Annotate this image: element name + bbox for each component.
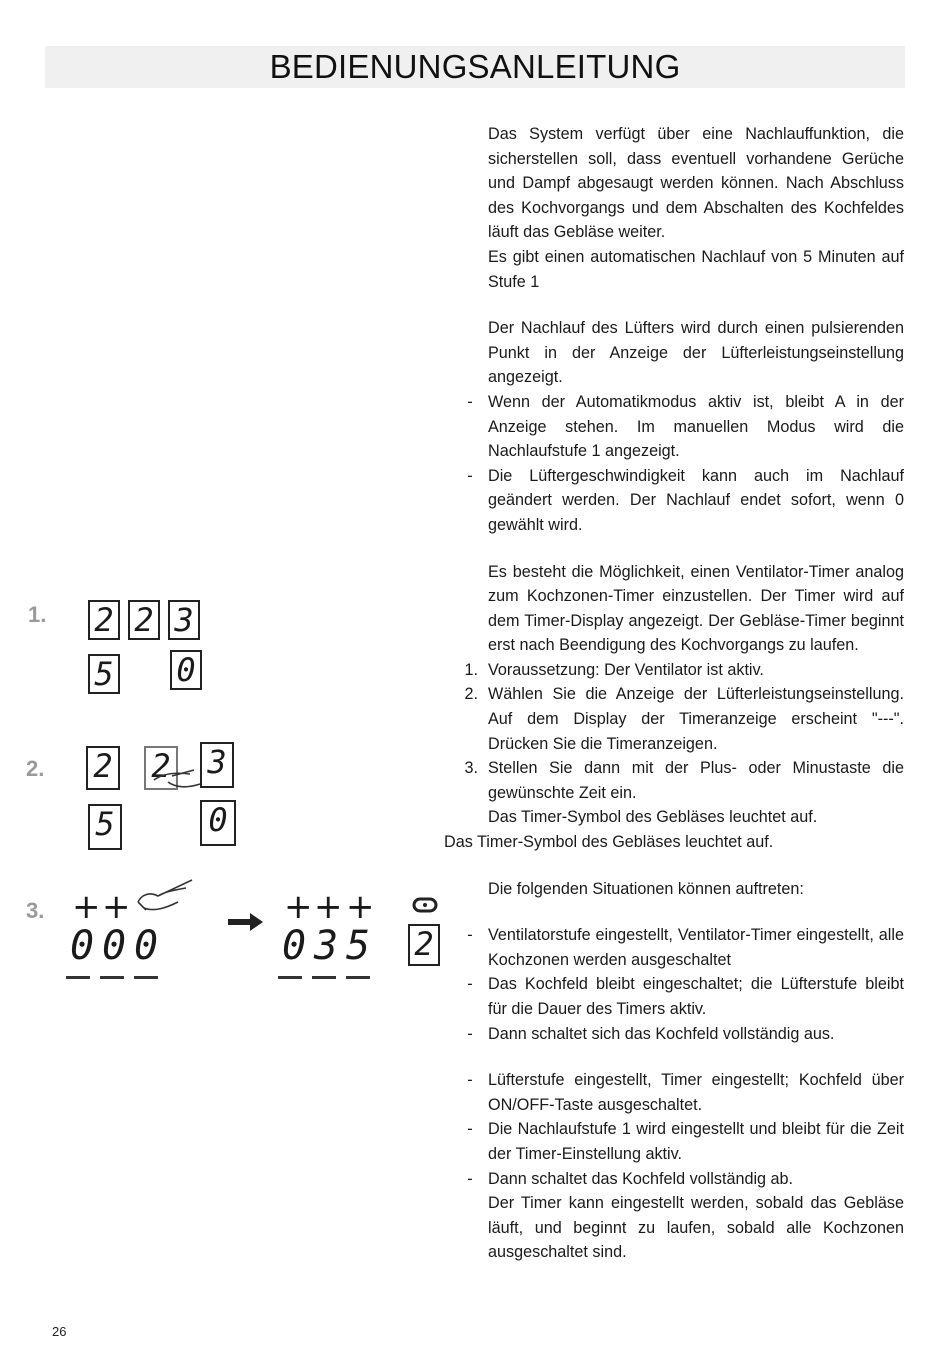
list-item-text: Das Kochfeld bleibt eingeschaltet; die Lüfterstufe bleibt für die Dauer des Timers aktiv.	[488, 975, 904, 1018]
bullet-marker: -	[467, 1120, 473, 1139]
bullet-marker: -	[467, 1071, 473, 1090]
minus-icon	[134, 976, 158, 979]
control-panel-figures	[0, 590, 440, 1000]
list-item-text: Dann schaltet sich das Kochfeld vollständig aus.	[488, 1024, 835, 1043]
number-marker: 2.	[464, 685, 478, 704]
list-item	[444, 1022, 904, 1047]
list-item	[444, 756, 904, 805]
page-header	[45, 46, 905, 88]
list-item-text: Die Lüftergeschwindigkeit kann auch im Nachlauf geändert werden. Der Nachlauf endet sofort, wenn 0 gewählt wird.	[488, 466, 904, 534]
bullet-marker: -	[467, 466, 473, 485]
list-item	[444, 464, 904, 538]
minus-icon	[100, 976, 124, 979]
bullet-marker: -	[467, 1024, 473, 1043]
page-number: 26	[52, 1324, 67, 1339]
plus-icon: +	[102, 887, 131, 927]
display-digit: 3	[200, 742, 234, 788]
bullet-marker: -	[467, 392, 473, 411]
list-item	[444, 658, 904, 683]
list-item	[444, 1167, 904, 1192]
minus-icon	[278, 976, 302, 979]
paragraph: Es gibt einen automatischen Nachlauf von 5 Minuten auf Stufe 1	[488, 247, 904, 291]
display-digit: 5	[88, 804, 122, 850]
step-2-label: 2.	[26, 756, 45, 781]
arrow-right-icon	[228, 912, 264, 932]
plus-icon: +	[314, 887, 343, 927]
minus-icon	[346, 976, 370, 979]
display-digit: 0	[134, 923, 159, 969]
minus-icon	[312, 976, 336, 979]
number-marker: 3.	[464, 759, 478, 778]
list-item	[444, 682, 904, 756]
list-item-text: Ventilatorstufe eingestellt, Ventilator-Timer eingestellt, alle Kochzonen werden ausgeschaltet	[488, 926, 904, 969]
pointing-hand-icon	[150, 758, 202, 794]
display-digit: 5	[88, 654, 120, 694]
step-1-label: 1.	[28, 602, 47, 627]
instruction-text	[444, 122, 904, 1265]
list-item	[444, 972, 904, 1021]
pointing-hand-icon	[134, 874, 202, 916]
plus-icon: +	[72, 887, 101, 927]
list-item	[444, 1117, 904, 1166]
bullet-marker: -	[467, 926, 473, 945]
paragraph: Das Timer-Symbol des Gebläses leuchtet auf.	[444, 833, 774, 852]
display-digit: 3	[314, 923, 339, 969]
list-item-text: Dann schaltet das Kochfeld vollständig ab.	[488, 1169, 794, 1188]
bullet-marker: -	[467, 975, 473, 994]
paragraph: Das Timer-Symbol des Gebläses leuchtet auf.	[488, 808, 818, 827]
list-item	[444, 1068, 904, 1117]
list-item	[444, 390, 904, 464]
display-digit: 0	[102, 923, 127, 969]
page-title: BEDIENUNGSANLEITUNG	[269, 48, 681, 85]
bullet-marker: -	[467, 1169, 473, 1188]
list-item	[444, 923, 904, 972]
list-item-text: Stellen Sie dann mit der Plus- oder Minustaste die gewünschte Zeit ein.	[488, 759, 904, 802]
minus-icon	[66, 976, 90, 979]
display-digit: 2	[88, 600, 120, 640]
display-digit: 3	[168, 600, 200, 640]
display-digit: 2	[128, 600, 160, 640]
display-digit: 2	[86, 746, 120, 790]
number-marker: 1.	[464, 660, 478, 679]
paragraph: Das System verfügt über eine Nachlauffunktion, die sicherstellen soll, dass eventuell vorhandene Gerüche und Dampf abgesaugt werden können. Nach Abschluss des Kochvorgangs und dem Abschalten des Kochfeldes läuft das Gebläse weiter.	[488, 125, 904, 242]
display-digit: 0	[170, 650, 202, 690]
plus-icon: +	[346, 887, 375, 927]
list-item-text: Voraussetzung: Der Ventilator ist aktiv.	[488, 660, 764, 679]
paragraph: Der Timer kann eingestellt werden, sobald das Gebläse läuft, und beginnt zu laufen, sobald alle Kochzonen ausgeschaltet sind.	[488, 1194, 904, 1262]
list-item-text: Die Nachlaufstufe 1 wird eingestellt und bleibt für die Zeit der Timer-Einstellung aktiv.	[488, 1120, 904, 1163]
display-digit: 0	[200, 800, 236, 846]
paragraph: Es besteht die Möglichkeit, einen Ventilator-Timer analog zum Kochzonen-Timer einzustellen. Der Timer wird auf dem Timer-Display angezeigt. Der Gebläse-Timer beginnt erst nach Beendigung des Kochvorgangs zu laufen.	[488, 562, 904, 655]
paragraph: Der Nachlauf des Lüfters wird durch einen pulsierenden Punkt in der Anzeige der Lüfterleistungseinstellung angezeigt.	[488, 319, 904, 387]
display-digit: 5	[346, 923, 371, 969]
step-3-label: 3.	[26, 898, 45, 923]
paragraph: Die folgenden Situationen können auftreten:	[488, 879, 804, 898]
display-digit: 0	[70, 923, 95, 969]
timer-display-digit: 2	[408, 924, 440, 966]
display-digit-pressed: 2	[144, 746, 178, 790]
list-item-text: Lüfterstufe eingestellt, Timer eingestellt; Kochfeld über ON/OFF-Taste ausgeschaltet.	[488, 1071, 904, 1114]
list-item-text: Wählen Sie die Anzeige der Lüfterleistungseinstellung. Auf dem Display der Timeranzeige erscheint "---". Drücken Sie die Timeranzeigen.	[488, 685, 904, 753]
timer-icon	[412, 896, 438, 914]
list-item-text: Wenn der Automatikmodus aktiv ist, bleibt A in der Anzeige stehen. Im manuellen Modus wird die Nachlaufstufe 1 angezeigt.	[488, 392, 904, 461]
plus-icon: +	[284, 887, 313, 927]
display-digit: 0	[282, 923, 307, 969]
